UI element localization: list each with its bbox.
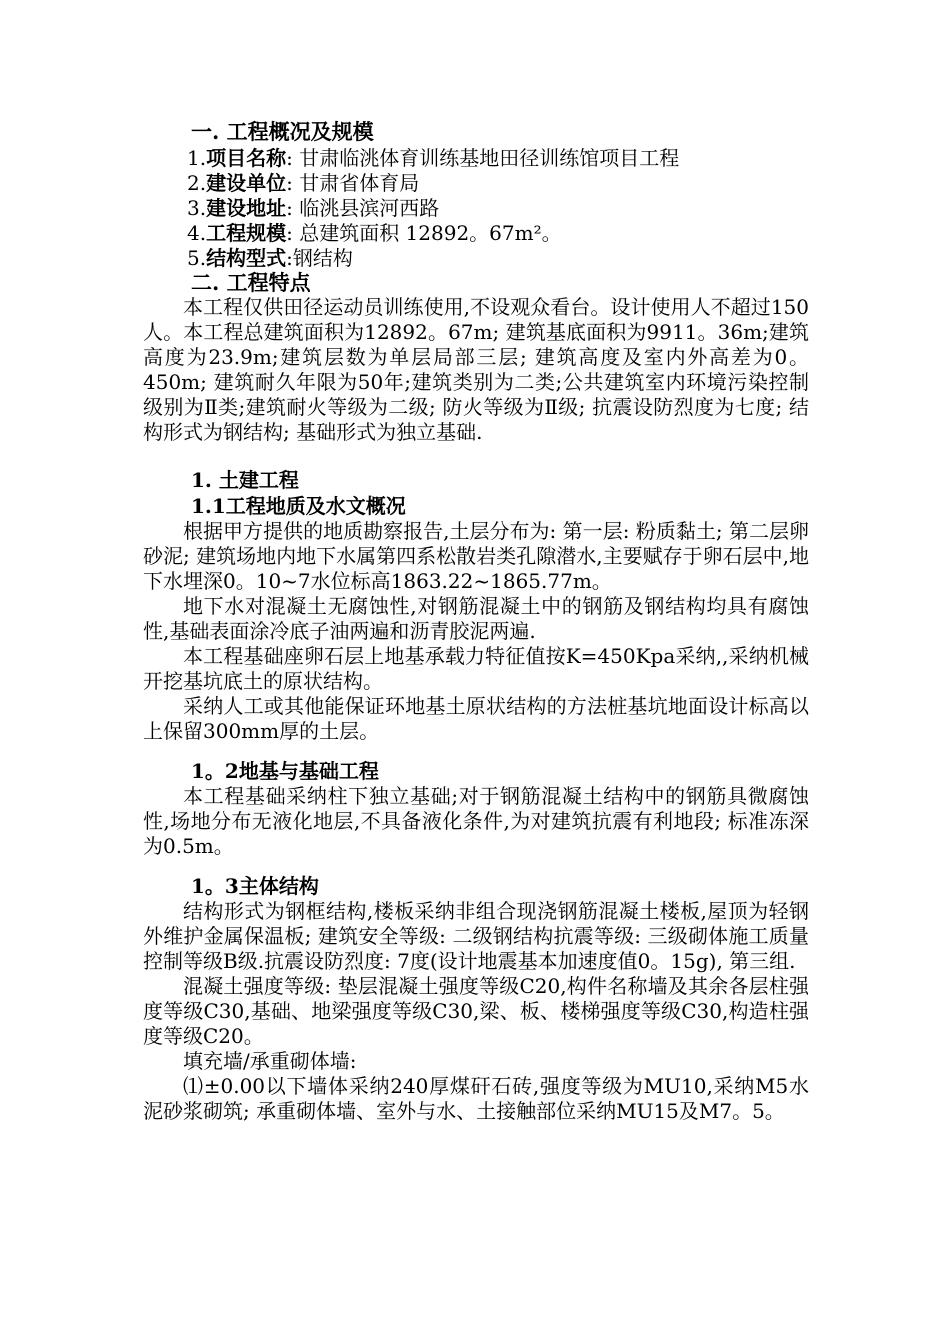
subsection-title-foundation: 1。2地基与基础工程 xyxy=(191,759,379,783)
item-number: 2. xyxy=(187,171,207,195)
subsection-title-main-structure: 1。3主体结构 xyxy=(191,874,319,898)
item-builder xyxy=(143,171,809,196)
item-value: 甘肃省体育局 xyxy=(299,171,420,195)
item-value: 总建筑面积 12892。67m²。 xyxy=(299,221,562,245)
item-label: 建设地址 xyxy=(206,196,287,220)
item-value: 甘肃临洮体育训练基地田径训练馆项目工程 xyxy=(299,146,680,170)
item-scale xyxy=(143,221,809,246)
structure-paragraph-2: 混凝土强度等级: 垫层混凝土强度等级C20,构件名称墙及其余各层柱强度等级C30,基础、地梁强度等级C30,梁、板、楼梯强度等级C30,构造柱强度等级C20。 xyxy=(143,974,809,1048)
item-label: 结构型式 xyxy=(206,246,287,270)
geology-paragraph-1: 根据甲方提供的地质勘察报告,土层分布为: 第一层: 粉质黏土; 第二层卵砂泥; 建筑场地内地下水属第四系松散岩类孔隙潜水,主要赋存于卵石层中,地下水埋深0。10~7水位标高1863.22~1865.77m。 xyxy=(143,519,809,593)
item-label: 建设单位 xyxy=(206,171,287,195)
item-sep: : xyxy=(286,171,293,195)
geology-paragraph-4: 采纳人工或其他能保证环地基土原状结构的方法桩基坑地面设计标高以上保留300mm厚的土层。 xyxy=(143,694,809,743)
features-paragraph: 本工程仅供田径运动员训练使用,不设观众看台。设计使用人不超过150人。本工程总建筑面积为12892。67m; 建筑基底面积为9911。36m;建筑高度为23.9m;建筑层数为单层局部三层; 建筑高度及室内外高差为0。450m; 建筑耐久年限为50年;建筑类别为二类;公共建筑室内环境污染控制级别为Ⅱ类;建筑耐火等级为二级; 防火等级为Ⅱ级; 抗震设防烈度为七度; 结构形式为钢结构; 基础形式为独立基础. xyxy=(143,295,809,444)
item-label: 项目名称 xyxy=(206,146,287,170)
item-number: 1. xyxy=(187,146,207,170)
structure-paragraph-1: 结构形式为钢框结构,楼板采纳非组合现浇钢筋混凝土楼板,屋顶为轻钢外维护金属保温板; 建筑安全等级: 二级钢结构抗震等级: 三级砌体施工质量控制等级B级.抗震设防烈度: 7度(设计地震基本加速度值0。15g), 第三组. xyxy=(143,899,809,973)
structure-paragraph-3: 填充墙/承重砌体墙: xyxy=(183,1049,357,1073)
foundation-paragraph: 本工程基础采纳柱下独立基础;对于钢筋混凝土结构中的钢筋具微腐蚀性,场地分布无液化地层,不具备液化条件,为对建筑抗震有利地段; 标准冻深为0.5m。 xyxy=(143,784,809,858)
item-sep: : xyxy=(286,221,293,245)
item-sep: : xyxy=(286,146,293,170)
section-title-overview: 一. 工程概况及规模 xyxy=(191,119,374,144)
geology-paragraph-2: 地下水对混凝土无腐蚀性,对钢筋混凝土中的钢筋及钢结构均具有腐蚀性,基础表面涂冷底子油两遍和沥青胶泥两遍. xyxy=(143,594,809,643)
structure-paragraph-4: ⑴±0.00以下墙体采纳240厚煤矸石砖,强度等级为MU10,采纳M5水泥砂浆砌筑; 承重砌体墙、室外与水、土接触部位采纳MU15及M7。5。 xyxy=(143,1074,809,1123)
section-title-civil: 1. 土建工程 xyxy=(191,468,299,492)
item-value: 钢结构 xyxy=(292,246,353,270)
item-number: 3. xyxy=(187,196,207,220)
item-structure-type xyxy=(143,246,809,271)
geology-paragraph-3: 本工程基础座卵石层上地基承载力特征值按K=450Kpa采纳,,采纳机械开挖基坑底土的原状结构。 xyxy=(143,644,809,693)
section-title-features: 二. 工程特点 xyxy=(191,270,311,295)
document-body xyxy=(143,118,809,1124)
item-number: 5. xyxy=(187,246,207,270)
item-number: 4. xyxy=(187,221,207,245)
subsection-title-geology: 1.1工程地质及水文概况 xyxy=(191,494,406,518)
item-value: 临洮县滨河西路 xyxy=(299,196,440,220)
item-label: 工程规模 xyxy=(206,221,287,245)
item-sep: : xyxy=(286,196,293,220)
item-address xyxy=(143,196,809,221)
item-sep: : xyxy=(286,246,293,270)
item-project-name xyxy=(143,146,809,171)
